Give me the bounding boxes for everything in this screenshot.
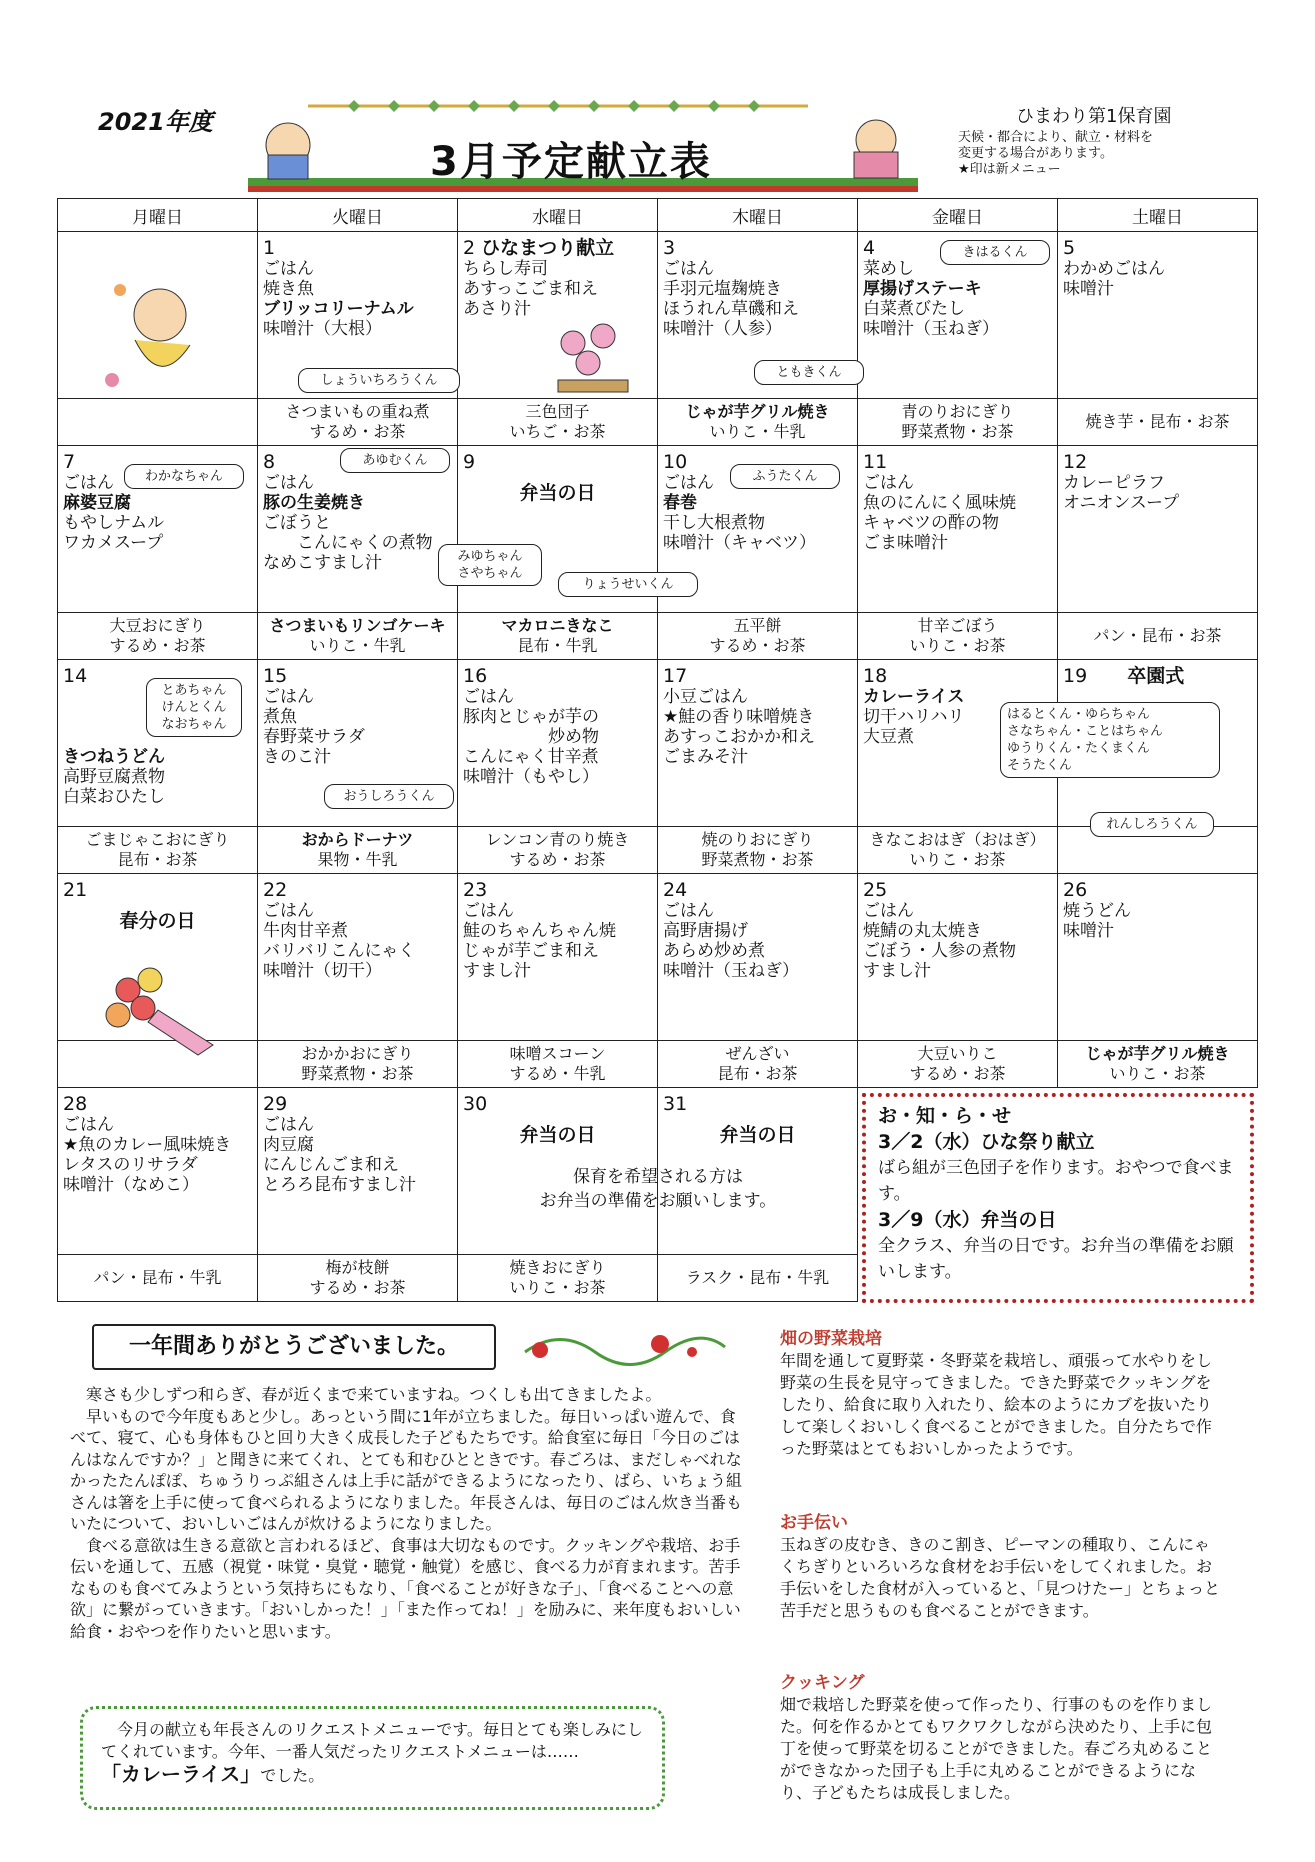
day-cell — [1058, 446, 1258, 613]
page-title: 3月予定献立表 — [430, 139, 712, 185]
menu-item: 手羽元塩麹焼き — [663, 279, 782, 299]
snack-cell — [458, 1041, 658, 1088]
day-number: 21 — [63, 879, 88, 901]
snack-cell — [1058, 399, 1258, 446]
snack-item: パン・昆布・牛乳 — [93, 1268, 222, 1287]
menu-item: 味噌汁（玉ねぎ） — [663, 961, 799, 981]
bouquet-illustration — [88, 960, 228, 1060]
notice-title: お・知・ら・せ — [878, 1105, 1012, 1127]
snack-item: いりこ・牛乳 — [309, 636, 406, 655]
menu-item: 味噌汁（玉ねぎ） — [863, 319, 999, 339]
snack-item: さつまいもリンゴケーキ — [269, 616, 446, 635]
snack-cell — [258, 1255, 458, 1302]
menu-item: 味噌汁 — [1063, 921, 1114, 941]
menu-item: すまし汁 — [463, 961, 531, 981]
snack-row — [58, 613, 1258, 660]
snack-cell — [258, 1041, 458, 1088]
day-number: 7 — [63, 451, 76, 473]
child-bubble: わかなちゃん — [124, 464, 244, 489]
snack-cell — [658, 399, 858, 446]
snack-item: マカロニきなこ — [501, 616, 614, 635]
menu-item: ごはん — [463, 901, 514, 921]
day-number: 2 ひなまつり献立 — [463, 237, 615, 259]
menu-item: ごはん — [63, 1115, 114, 1135]
day-number: 12 — [1063, 451, 1088, 473]
child-bubble: ふうたくん — [730, 464, 840, 489]
weekday-header: 火曜日 — [258, 199, 458, 232]
menu-item: キャベツの酢の物 — [863, 513, 999, 533]
event-label: ひなまつり献立 — [481, 237, 615, 259]
snack-cell — [458, 613, 658, 660]
menu-item: とろろ昆布すまし汁 — [263, 1175, 416, 1195]
day-number: 23 — [463, 879, 488, 901]
snack-item: いりこ・牛乳 — [709, 422, 806, 441]
request-box: 今月の献立も年長さんのリクエストメニューです。毎日とても楽しみにしてくれています。今年、一番人気だったリクエストメニューは…… 「カレーライス」でした。 — [80, 1706, 665, 1810]
snack-item: おかかおにぎり — [301, 1044, 414, 1063]
day-number: 30 — [463, 1093, 488, 1115]
menu-item: こんにゃく甘辛煮 — [463, 747, 599, 767]
side-section-help: お手伝い 玉ねぎの皮むき、きのこ割き、ピーマンの種取り、こんにゃくちぎりといろいろな食材をお手伝いをしてくれました。お手伝いをした食材が入っていると、「見つけたー」とちょっと苦手だと思うものも食べることができます。 — [780, 1513, 1221, 1620]
vine-decoration — [520, 1322, 730, 1372]
menu-item: なめこすまし汁 — [263, 553, 382, 573]
snack-cell — [258, 827, 458, 874]
child-bubble: しょういちろうくん — [298, 368, 460, 393]
day-number: 18 — [863, 665, 888, 687]
menu-item: ごぼうと — [263, 513, 331, 533]
menu-item: ごま味噌汁 — [863, 533, 948, 553]
snack-cell — [858, 613, 1058, 660]
header-notes: 天候・都合により、献立・材料を 変更する場合があります。 ★印は新メニュー — [958, 130, 1154, 177]
day-cell — [258, 874, 458, 1041]
menu-item: 豚肉とじゃが芋の — [463, 707, 599, 727]
menu-item: あらめ炒め煮 — [663, 941, 765, 961]
menu-item: にんじんごま和え — [263, 1155, 399, 1175]
menu-item: あさり汁 — [463, 299, 531, 319]
snack-item: 青のりおにぎり — [901, 402, 1014, 421]
menu-item: 味噌汁（切干） — [263, 961, 382, 981]
menu-item: 焼うどん — [1063, 901, 1131, 921]
day-number — [58, 232, 257, 237]
day-number: 29 — [263, 1093, 288, 1115]
menu-item: 厚揚げステーキ — [863, 279, 982, 299]
notice-box — [862, 1093, 1254, 1303]
snack-item: 野菜煮物・お茶 — [701, 850, 814, 869]
weekday-header: 水曜日 — [458, 199, 658, 232]
day-cell — [1058, 874, 1258, 1041]
menu-item: ワカメスープ — [63, 533, 164, 553]
snack-item: 果物・牛乳 — [317, 850, 398, 869]
snack-item: するめ・お茶 — [309, 1278, 406, 1297]
menu-item: ごはん — [663, 473, 714, 493]
weekday-header: 金曜日 — [858, 199, 1058, 232]
day-number: 8 — [263, 451, 276, 473]
snack-item: するめ・お茶 — [509, 850, 606, 869]
menu-item: こんにゃくの煮物 — [263, 533, 433, 553]
snack-item: いりこ・お茶 — [509, 1278, 606, 1297]
snack-item: 焼きおにぎり — [509, 1258, 606, 1277]
snack-item: ラスク・昆布・牛乳 — [685, 1268, 830, 1287]
snack-item: ぜんざい — [725, 1044, 790, 1063]
child-bubble: おうしろうくん — [324, 784, 454, 809]
menu-item: 春野菜サラダ — [263, 727, 365, 747]
event-label: 春分の日 — [119, 910, 196, 932]
menu-item: ごはん — [263, 687, 314, 707]
menu-item: 焼き魚 — [263, 279, 314, 299]
snack-item: するめ・牛乳 — [509, 1064, 606, 1083]
snack-item: 梅が枝餅 — [325, 1258, 390, 1277]
snack-item: 昆布・お茶 — [717, 1064, 798, 1083]
snack-item: するめ・お茶 — [709, 636, 806, 655]
bento-note: 保育を希望される方は お弁当の準備をお願いします。 — [539, 1167, 777, 1211]
menu-week-row — [58, 874, 1258, 1041]
menu-item: 高野唐揚げ — [663, 921, 748, 941]
menu-item: 白菜煮びたし — [863, 299, 965, 319]
menu-item: ★鮭の香り味噌焼き — [663, 707, 815, 727]
child-bubble: みゆちゃん さやちゃん — [438, 544, 542, 586]
menu-item: 高野豆腐煮物 — [63, 767, 165, 787]
snack-row — [58, 827, 1258, 874]
notice-body: 全クラス、弁当の日です。お弁当の準備をお願いします。 — [878, 1236, 1234, 1282]
menu-item: 大豆煮 — [863, 727, 914, 747]
snack-cell — [658, 1255, 858, 1302]
snack-cell — [458, 399, 658, 446]
day-number: 11 — [863, 451, 888, 473]
menu-item: 切干ハリハリ — [863, 707, 965, 727]
child-bubble: あゆむくん — [340, 448, 450, 473]
event-label: 弁当の日 — [519, 1124, 596, 1146]
snack-item: するめ・お茶 — [909, 1064, 1006, 1083]
weekday-header: 土曜日 — [1058, 199, 1258, 232]
snack-item: 味噌スコーン — [509, 1044, 606, 1063]
day-cell — [58, 1088, 258, 1255]
weekday-header: 木曜日 — [658, 199, 858, 232]
snack-item: 焼のりおにぎり — [701, 830, 814, 849]
snack-item: パン・昆布・お茶 — [1093, 626, 1222, 645]
menu-item: 味噌汁 — [1063, 279, 1114, 299]
menu-item: カレーライス — [863, 687, 965, 707]
notice-heading: 3／2（水）ひな祭り献立 — [878, 1131, 1095, 1153]
menu-item: もやしナムル — [63, 513, 165, 533]
snack-cell — [258, 613, 458, 660]
menu-item: 菜めし — [863, 259, 914, 279]
menu-item: 麻婆豆腐 — [63, 493, 131, 513]
day-number: 28 — [63, 1093, 88, 1115]
menu-item: 味噌汁（なめこ） — [63, 1175, 199, 1195]
snack-item: 野菜煮物・お茶 — [901, 422, 1014, 441]
menu-item: バリバリこんにゃく — [263, 941, 416, 961]
snack-cell — [1058, 1041, 1258, 1088]
menu-item: きつねうどん — [63, 747, 165, 767]
day-cell — [258, 1088, 458, 1255]
menu-item: ごまみそ汁 — [663, 747, 748, 767]
menu-item: ごはん — [63, 473, 114, 493]
menu-item: 牛肉甘辛煮 — [263, 921, 348, 941]
organization-name: ひまわり第1保育園 — [1016, 106, 1172, 127]
menu-item: ごはん — [263, 259, 314, 279]
notice-body: ばら組が三色団子を作ります。おやつで食べます。 — [878, 1158, 1234, 1204]
event-label: 弁当の日 — [519, 482, 596, 504]
day-cell — [458, 874, 658, 1041]
snack-cell — [658, 827, 858, 874]
snack-cell — [58, 827, 258, 874]
snack-item: 昆布・お茶 — [117, 850, 198, 869]
snack-cell — [858, 827, 1058, 874]
menu-item: ごはん — [663, 259, 714, 279]
side-section-cooking: クッキング 畑で栽培した野菜を使って作ったり、行事のものを作りました。何を作るかとてもワクワクしながら決めたり、上手に包丁を使って野菜を切ることができました。春ごろ丸めることができなかった団子も上手に丸めることができるようになり、子どもたちは成長しました。 — [780, 1673, 1213, 1802]
notice-heading: 3／9（水）弁当の日 — [878, 1209, 1057, 1231]
snack-item: 大豆おにぎり — [109, 616, 206, 635]
snack-cell — [458, 827, 658, 874]
menu-item: 味噌汁（もやし） — [463, 767, 599, 787]
menu-item: レタスのリサラダ — [63, 1155, 198, 1175]
snack-item: レンコン青のり焼き — [485, 830, 630, 849]
menu-item: ★魚のカレー風味焼き — [63, 1135, 232, 1155]
day-cell — [658, 660, 858, 827]
menu-item: あすっこおかか和え — [663, 727, 815, 747]
day-number: 4 — [863, 237, 876, 259]
day-number: 15 — [263, 665, 288, 687]
snack-item: いりこ・お茶 — [909, 850, 1006, 869]
snack-item: きなこおはぎ（おはぎ） — [869, 830, 1046, 849]
day-cell — [858, 874, 1058, 1041]
snack-item: じゃが芋グリル焼き — [685, 402, 830, 421]
menu-item: 焼鯖の丸太焼き — [863, 921, 982, 941]
snack-item: 五平餅 — [733, 616, 782, 635]
menu-item: 魚のにんにく風味焼 — [863, 493, 1016, 513]
snack-item: するめ・お茶 — [309, 422, 406, 441]
snack-item: いちご・お茶 — [509, 422, 606, 441]
peach-blossom-illustration — [548, 318, 638, 398]
snack-item: 大豆いりこ — [917, 1044, 998, 1063]
day-cell — [658, 874, 858, 1041]
day-number: 1 — [263, 237, 276, 259]
menu-item: オニオンスープ — [1063, 493, 1180, 513]
day-cell — [458, 660, 658, 827]
menu-item: ちらし寿司 — [463, 259, 548, 279]
snack-cell — [658, 1041, 858, 1088]
snack-item: 甘辛ごぼう — [917, 616, 998, 635]
child-bubble: ともきくん — [754, 360, 864, 385]
menu-item: 炒め物 — [463, 727, 599, 747]
snack-item: 焼き芋・昆布・お茶 — [1085, 412, 1230, 431]
day-number: 26 — [1063, 879, 1088, 901]
menu-item: 味噌汁（人参） — [663, 319, 782, 339]
menu-item: あすっこごま和え — [463, 279, 598, 299]
snack-item: 昆布・牛乳 — [517, 636, 598, 655]
menu-item: 小豆ごはん — [663, 687, 748, 707]
snack-cell — [58, 613, 258, 660]
snack-cell — [658, 613, 858, 660]
day-number: 16 — [463, 665, 488, 687]
child-bubble: きはるくん — [940, 240, 1050, 265]
day-number: 10 — [663, 451, 688, 473]
snack-item: 野菜煮物・お茶 — [301, 1064, 414, 1083]
menu-item: ほうれん草磯和え — [663, 299, 799, 319]
menu-item: わかめごはん — [1063, 259, 1165, 279]
menu-item: 鮭のちゃんちゃん焼 — [463, 921, 616, 941]
snack-item: するめ・お茶 — [109, 636, 206, 655]
menu-item: 味噌汁（大根） — [263, 319, 382, 339]
menu-item: ごはん — [663, 901, 714, 921]
day-number: 5 — [1063, 237, 1076, 259]
menu-item: ごはん — [263, 901, 314, 921]
day-number: 22 — [263, 879, 288, 901]
menu-item: 煮魚 — [263, 707, 297, 727]
menu-item: 肉豆腐 — [263, 1135, 314, 1155]
snack-cell — [858, 399, 1058, 446]
child-bubble: とあちゃん けんとくん なおちゃん — [146, 678, 242, 737]
snack-row — [58, 399, 1258, 446]
day-number: 19 卒園式 — [1063, 665, 1185, 687]
snack-item: さつまいもの重ね煮 — [285, 402, 430, 421]
thanks-banner: 一年間ありがとうございました。 — [92, 1324, 496, 1370]
snack-item: じゃが芋グリル焼き — [1085, 1044, 1230, 1063]
menu-item: 豚の生姜焼き — [263, 493, 365, 513]
baby-illustration — [90, 270, 210, 400]
day-cell — [858, 446, 1058, 613]
snack-item: 三色団子 — [525, 402, 590, 421]
weekday-header: 月曜日 — [58, 199, 258, 232]
menu-item: ごはん — [863, 473, 914, 493]
year-label: 2021年度 — [98, 108, 213, 136]
snack-cell — [258, 399, 458, 446]
menu-item: ごはん — [263, 473, 314, 493]
day-number: 31 — [663, 1093, 688, 1115]
day-cell — [1058, 232, 1258, 399]
menu-item: ごはん — [263, 1115, 314, 1135]
snack-cell — [458, 1255, 658, 1302]
snack-item: いりこ・お茶 — [1109, 1064, 1206, 1083]
snack-item: いりこ・お茶 — [909, 636, 1006, 655]
day-number: 17 — [663, 665, 688, 687]
menu-item: ごぼう・人参の煮物 — [863, 941, 1016, 961]
snack-cell — [58, 1255, 258, 1302]
day-number: 3 — [663, 237, 676, 259]
essay: 寒さも少しずつ和らぎ、春が近くまで来ていますね。つくしも出てきましたよ。 早いもので今年度もあと少し。あっという間に1年が立ちました。毎日いっぱい遊んで、食べて、寝て、心も身体もひと回り大きく成長した子どもたちです。給食室に毎日「今日のごはんはなんですか？」と聞きに来てくれ、とても和むひとときです。春ごろは、まだしゃべれなかったたんぽぽ、ちゅうりっぷ組さんは上手に話ができるようになったり、ばら、いちょう組さんは箸を上手に使って食べられるようになりました。年長さんは、毎日のごはん炊き当番もいたについて、おいしいごはんが炊けるようになりました。 食べる意欲は生きる意欲と言われるほど、食事は大切なものです。クッキングや栽培、お手伝いを通して、五感（視覚・味覚・臭覚・聴覚・触覚）を感じ、食べる力が育まれます。苦手なものも食べてみようという気持ちにもなり、「食べることが好きな子」、「食べることへの意欲」に繋がっていきます。「おいしかった！」「また作ってね！」を励みに、来年度もおいしい給食・おやつを作りたいと思います。 — [70, 1385, 743, 1641]
menu-item: カレーピラフ — [1063, 473, 1165, 493]
snack-row — [58, 1041, 1258, 1088]
menu-item: じゃが芋ごま和え — [463, 941, 599, 961]
menu-item: ごはん — [463, 687, 514, 707]
menu-item: きのこ汁 — [263, 747, 331, 767]
menu-item: 干し大根煮物 — [663, 513, 765, 533]
snack-item: おからドーナツ — [301, 830, 414, 849]
day-number: 14 — [63, 665, 88, 687]
menu-item: 春巻 — [663, 493, 697, 513]
day-number: 9 — [463, 451, 476, 473]
child-bubble: りょうせいくん — [558, 572, 698, 597]
child-bubble: はるとくん・ゆらちゃん さなちゃん・ことはちゃん ゆうりくん・たくまくん そうたくん — [1000, 702, 1220, 778]
menu-item: 味噌汁（キャベツ） — [663, 533, 816, 553]
event-label: 卒園式 — [1127, 665, 1185, 687]
menu-item: すまし汁 — [863, 961, 931, 981]
menu-item: ブリッコリーナムル — [263, 299, 414, 319]
event-label: 弁当の日 — [719, 1124, 796, 1146]
snack-cell — [858, 1041, 1058, 1088]
snack-cell — [1058, 613, 1258, 660]
request-menu: 「カレーライス」 — [101, 1762, 261, 1786]
day-number: 24 — [663, 879, 688, 901]
snack-cell — [58, 399, 258, 446]
weekday-header-row — [58, 199, 1258, 232]
menu-week-row — [58, 232, 1258, 399]
snack-item: ごまじゃこおにぎり — [85, 830, 230, 849]
child-bubble: れんしろうくん — [1090, 812, 1214, 837]
menu-item: ごはん — [863, 901, 914, 921]
menu-item: 白菜おひたし — [63, 787, 165, 807]
side-section-garden: 畑の野菜栽培 年間を通して夏野菜・冬野菜を栽培し、頑張って水やりをし野菜の生長を見守ってきました。できた野菜でクッキングをしたり、給食に取り入れたり、絵本のようにカブを抜いたりして楽しくおいしく食べることができました。自分たちで作った野菜はとてもおいしかったようです。 — [780, 1329, 1213, 1458]
day-number: 25 — [863, 879, 888, 901]
